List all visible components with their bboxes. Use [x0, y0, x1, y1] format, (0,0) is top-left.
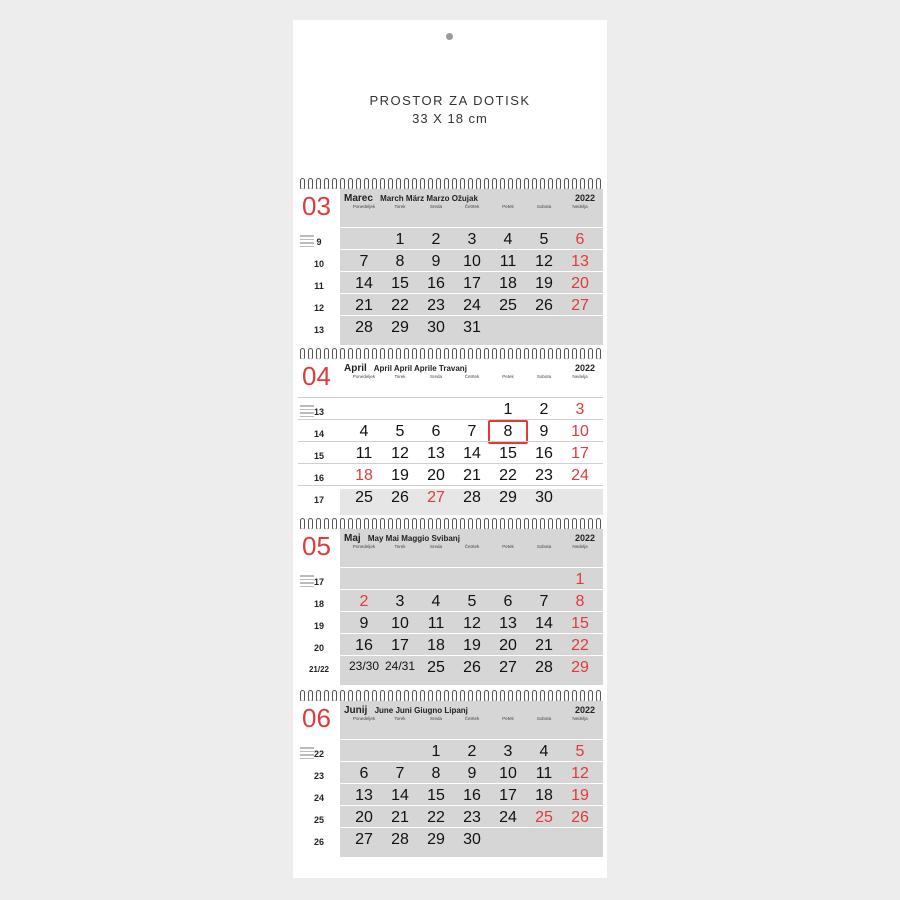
day-cell[interactable]: 5: [539, 231, 549, 248]
month-number: 04: [302, 361, 331, 391]
day-cell[interactable]: 14: [463, 445, 481, 462]
day-cell[interactable]: 20: [499, 637, 517, 654]
month-body: [298, 529, 603, 685]
day-cell[interactable]: 19: [463, 637, 481, 654]
week-number: 13: [313, 325, 324, 335]
day-cell[interactable]: 3: [467, 231, 477, 248]
month-block-03: [298, 185, 603, 345]
month-block-05: [298, 525, 603, 685]
month-name-translations: March März Marzo Ožujak: [377, 194, 478, 203]
month-grid: [340, 529, 603, 685]
day-cell[interactable]: 14: [535, 615, 553, 632]
month-name-translations: May Mai Maggio Svibanj: [365, 534, 460, 543]
day-cell[interactable]: 21: [391, 809, 409, 826]
day-cell[interactable]: 4: [539, 743, 549, 760]
day-cell[interactable]: 25: [355, 489, 373, 506]
row-divider: [298, 589, 603, 590]
row-divider: [298, 827, 603, 828]
day-cell[interactable]: 11: [355, 445, 373, 462]
day-cell[interactable]: 28: [535, 659, 553, 676]
day-cell[interactable]: 13: [355, 787, 373, 804]
day-cell[interactable]: 11: [427, 615, 445, 632]
week-number: 10: [313, 259, 324, 269]
week-number: 17: [313, 495, 324, 505]
day-cell[interactable]: 20: [571, 275, 589, 292]
row-divider: [298, 463, 603, 464]
weekday-name: Četrtek: [464, 374, 480, 379]
month-name-translations: April April Aprile Travanj: [371, 364, 467, 373]
week-number: 26: [313, 837, 324, 847]
month-body: [298, 359, 603, 515]
day-cell[interactable]: 24: [571, 467, 589, 484]
day-cell[interactable]: 15: [391, 275, 409, 292]
weekday-name: Sobota: [536, 544, 552, 549]
day-cell[interactable]: 24: [463, 297, 481, 314]
weekday-name: Sreda: [429, 204, 442, 209]
imprint-title: PROSTOR ZA DOTISK: [369, 93, 531, 108]
week-number: 9: [316, 237, 322, 247]
row-divider: [298, 397, 603, 398]
day-cell[interactable]: 23: [535, 467, 553, 484]
day-cell[interactable]: 22: [391, 297, 409, 314]
month-number: 05: [302, 531, 331, 561]
row-divider: [298, 485, 603, 486]
day-cell[interactable]: 1: [503, 401, 513, 418]
day-cell[interactable]: 15: [571, 615, 589, 632]
imprint-size: 33 X 18 cm: [412, 111, 488, 126]
day-cell[interactable]: 12: [391, 445, 409, 462]
day-cell[interactable]: 28: [355, 319, 373, 336]
day-cell[interactable]: 28: [463, 489, 481, 506]
row-divider: [298, 739, 603, 740]
day-cell[interactable]: 21: [463, 467, 481, 484]
row-divider: [298, 441, 603, 442]
day-cell[interactable]: 10: [571, 423, 589, 440]
row-divider: [298, 783, 603, 784]
row-divider: [298, 611, 603, 612]
day-cell[interactable]: 8: [575, 593, 585, 610]
day-cell[interactable]: 25: [535, 809, 553, 826]
day-cell[interactable]: 18: [355, 467, 373, 484]
day-cell[interactable]: 10: [499, 765, 517, 782]
weekday-name: Torek: [394, 204, 406, 209]
day-cell[interactable]: 6: [359, 765, 369, 782]
day-cell[interactable]: 4: [503, 231, 513, 248]
day-cell[interactable]: 5: [467, 593, 477, 610]
day-cell[interactable]: 12: [535, 253, 553, 270]
weekday-name: Nedelja: [572, 716, 588, 721]
day-cell[interactable]: 1: [575, 571, 585, 588]
month-grid: [340, 359, 603, 515]
row-divider: [298, 293, 603, 294]
day-cell[interactable]: 6: [431, 423, 441, 440]
month-block-04: [298, 355, 603, 515]
week-number: 11: [314, 281, 324, 291]
day-cell[interactable]: 27: [499, 659, 517, 676]
day-cell[interactable]: 7: [539, 593, 549, 610]
day-cell[interactable]: 18: [499, 275, 517, 292]
day-cell[interactable]: 27: [427, 489, 445, 506]
day-cell[interactable]: 26: [463, 659, 481, 676]
weekday-name: Četrtek: [464, 716, 480, 721]
year-label: 2022: [574, 363, 595, 373]
day-cell[interactable]: 29: [499, 489, 517, 506]
day-cell[interactable]: 6: [575, 231, 585, 248]
day-cell[interactable]: 17: [463, 275, 481, 292]
month-grid: [340, 701, 603, 857]
day-cell[interactable]: 13: [427, 445, 445, 462]
day-cell[interactable]: 13: [499, 615, 517, 632]
week-number: 12: [313, 303, 324, 313]
week-number: 17: [313, 577, 324, 587]
day-cell[interactable]: 4: [359, 423, 369, 440]
day-cell[interactable]: 14: [391, 787, 409, 804]
weekday-name: Ponedeljek: [352, 544, 376, 549]
day-cell[interactable]: 21: [355, 297, 373, 314]
month-name-local: April: [344, 363, 367, 374]
month-name-local: Marec: [344, 193, 373, 204]
day-cell[interactable]: 12: [571, 765, 589, 782]
day-cell[interactable]: 16: [427, 275, 445, 292]
day-cell[interactable]: 3: [395, 593, 405, 610]
weekday-name: Četrtek: [464, 204, 480, 209]
day-cell[interactable]: 15: [427, 787, 445, 804]
weekday-name: Petek: [502, 374, 514, 379]
day-cell[interactable]: 8: [395, 253, 405, 270]
day-cell[interactable]: 8: [431, 765, 441, 782]
week-number: 14: [313, 429, 324, 439]
weekday-name: Sreda: [429, 544, 442, 549]
day-cell[interactable]: 19: [391, 467, 409, 484]
day-cell[interactable]: 25: [427, 659, 445, 676]
day-cell[interactable]: 1: [431, 743, 441, 760]
row-divider: [298, 249, 603, 250]
day-cell[interactable]: 8: [503, 423, 513, 440]
day-cell[interactable]: 6: [503, 593, 513, 610]
day-cell[interactable]: 24: [499, 809, 517, 826]
week-number: 21/22: [308, 665, 330, 674]
day-cell[interactable]: 23: [463, 809, 481, 826]
month-name: [344, 533, 460, 544]
day-cell[interactable]: 28: [391, 831, 409, 848]
month-name: [344, 363, 467, 374]
day-cell[interactable]: 21: [535, 637, 553, 654]
week-number: 19: [313, 621, 324, 631]
imprint-area: [293, 92, 607, 128]
day-cell[interactable]: 13: [571, 253, 589, 270]
weekday-name: Sobota: [536, 374, 552, 379]
month-name-local: Junij: [344, 705, 368, 716]
weekday-name: Ponedeljek: [352, 716, 376, 721]
day-cell[interactable]: 17: [499, 787, 517, 804]
day-cell[interactable]: 29: [571, 659, 589, 676]
day-cell[interactable]: 29: [427, 831, 445, 848]
day-cell[interactable]: 25: [499, 297, 517, 314]
day-cell[interactable]: 7: [395, 765, 405, 782]
month-name: [344, 193, 478, 204]
day-cell[interactable]: 4: [431, 593, 441, 610]
day-cell[interactable]: 17: [391, 637, 409, 654]
day-cell[interactable]: 20: [355, 809, 373, 826]
day-cell[interactable]: 27: [355, 831, 373, 848]
weekday-name: Nedelja: [572, 374, 588, 379]
day-cell[interactable]: 26: [391, 489, 409, 506]
row-divider: [298, 655, 603, 656]
weekday-name: Sreda: [429, 716, 442, 721]
day-cell[interactable]: 23: [427, 297, 445, 314]
day-cell[interactable]: 19: [571, 787, 589, 804]
week-number: 18: [313, 599, 324, 609]
weekday-name: Sreda: [429, 374, 442, 379]
day-cell[interactable]: 31: [463, 319, 481, 336]
weekday-name: Torek: [394, 716, 406, 721]
weekday-name: Sobota: [536, 716, 552, 721]
day-cell[interactable]: 10: [463, 253, 481, 270]
day-cell[interactable]: 2: [467, 743, 477, 760]
day-cell[interactable]: 19: [535, 275, 553, 292]
weekday-name: Četrtek: [464, 544, 480, 549]
row-divider: [298, 633, 603, 634]
day-cell[interactable]: 23/30: [348, 659, 380, 673]
week-number: 24: [313, 793, 324, 803]
day-cell[interactable]: 9: [359, 615, 369, 632]
day-cell[interactable]: 26: [535, 297, 553, 314]
day-cell[interactable]: 24/31: [384, 659, 416, 673]
week-number: 13: [313, 407, 324, 417]
weekday-name: Petek: [502, 544, 514, 549]
day-cell[interactable]: 3: [575, 401, 585, 418]
weekday-name: Ponedeljek: [352, 204, 376, 209]
week-number: 22: [313, 749, 324, 759]
day-cell[interactable]: 5: [575, 743, 585, 760]
row-divider: [298, 227, 603, 228]
month-side: [298, 529, 340, 685]
day-cell[interactable]: 11: [535, 765, 553, 782]
month-block-06: [298, 697, 603, 857]
weekday-name: Torek: [394, 374, 406, 379]
row-divider: [298, 419, 603, 420]
day-cell[interactable]: 2: [539, 401, 549, 418]
weekday-name: Sobota: [536, 204, 552, 209]
year-label: 2022: [574, 193, 595, 203]
weekday-name: Ponedeljek: [352, 374, 376, 379]
day-cell[interactable]: 10: [391, 615, 409, 632]
day-cell[interactable]: 22: [571, 637, 589, 654]
day-cell[interactable]: 29: [391, 319, 409, 336]
month-number: 03: [302, 191, 331, 221]
day-cell[interactable]: 16: [463, 787, 481, 804]
day-cell[interactable]: 18: [427, 637, 445, 654]
day-cell[interactable]: 16: [535, 445, 553, 462]
month-grid: [340, 189, 603, 345]
day-cell[interactable]: 14: [355, 275, 373, 292]
day-cell[interactable]: 2: [359, 593, 369, 610]
row-divider: [298, 567, 603, 568]
day-cell[interactable]: 3: [503, 743, 513, 760]
day-cell[interactable]: 7: [467, 423, 477, 440]
row-divider: [298, 805, 603, 806]
row-divider: [298, 761, 603, 762]
row-divider: [298, 315, 603, 316]
hanging-hole: [446, 33, 453, 40]
day-cell[interactable]: 7: [359, 253, 369, 270]
day-cell[interactable]: 30: [535, 489, 553, 506]
week-number: 15: [313, 451, 324, 461]
day-cell[interactable]: 15: [499, 445, 517, 462]
year-label: 2022: [574, 705, 595, 715]
year-label: 2022: [574, 533, 595, 543]
day-cell[interactable]: 17: [571, 445, 589, 462]
day-cell[interactable]: 2: [431, 231, 441, 248]
weekday-name: Nedelja: [572, 204, 588, 209]
day-cell[interactable]: 30: [427, 319, 445, 336]
day-cell[interactable]: 18: [535, 787, 553, 804]
day-cell[interactable]: 20: [427, 467, 445, 484]
weekday-name: Torek: [394, 544, 406, 549]
day-cell[interactable]: 1: [395, 231, 405, 248]
month-name-translations: June Juni Giugno Lipanj: [372, 706, 468, 715]
month-side: [298, 701, 340, 857]
day-cell[interactable]: 9: [431, 253, 441, 270]
month-body: [298, 701, 603, 857]
day-cell[interactable]: 30: [463, 831, 481, 848]
week-number: 25: [313, 815, 324, 825]
weekday-name: Petek: [502, 716, 514, 721]
week-number: 20: [313, 643, 324, 653]
month-name: [344, 705, 468, 716]
month-side: [298, 359, 340, 515]
month-number: 06: [302, 703, 331, 733]
row-divider: [298, 271, 603, 272]
month-side: [298, 189, 340, 345]
day-cell[interactable]: 11: [499, 253, 517, 270]
day-cell[interactable]: 9: [539, 423, 549, 440]
day-cell[interactable]: 12: [463, 615, 481, 632]
week-number: 16: [313, 473, 324, 483]
month-name-local: Maj: [344, 533, 361, 544]
day-cell[interactable]: 26: [571, 809, 589, 826]
day-cell[interactable]: 16: [355, 637, 373, 654]
weekday-name: Petek: [502, 204, 514, 209]
day-cell[interactable]: 22: [499, 467, 517, 484]
day-cell[interactable]: 5: [395, 423, 405, 440]
weekday-name: Nedelja: [572, 544, 588, 549]
day-cell[interactable]: 27: [571, 297, 589, 314]
day-cell[interactable]: 22: [427, 809, 445, 826]
week-number: 23: [313, 771, 324, 781]
month-body: [298, 189, 603, 345]
day-cell[interactable]: 9: [467, 765, 477, 782]
